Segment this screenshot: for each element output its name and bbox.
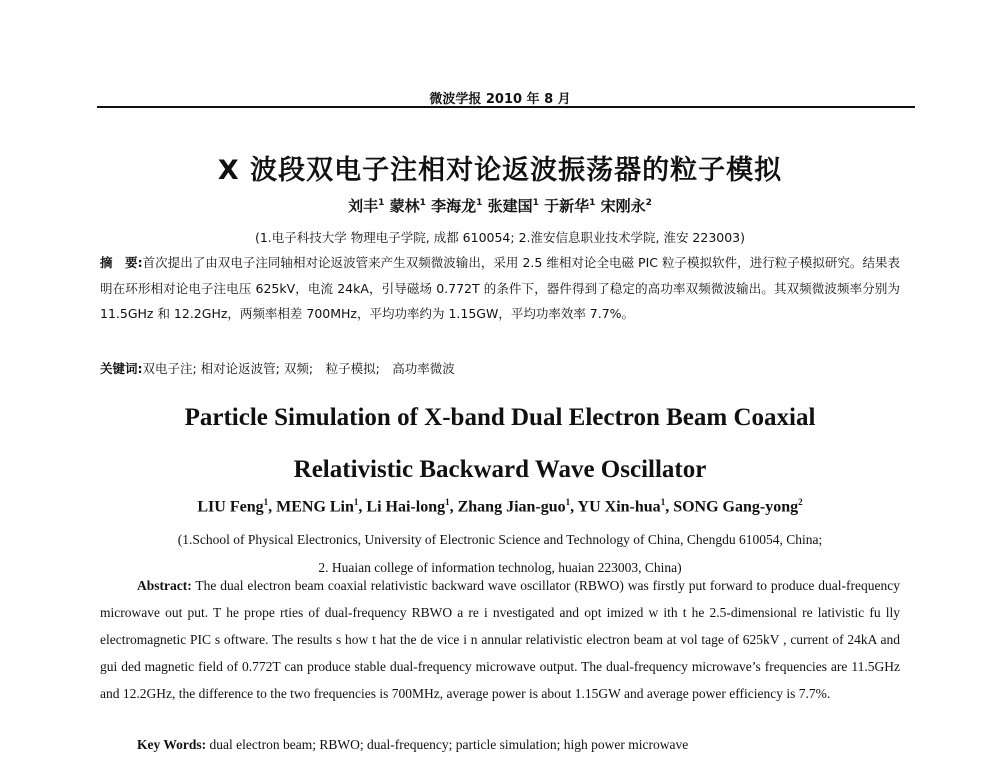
author-affiliation-mark: 1 (378, 198, 385, 208)
chinese-keywords-label: 关键词: (100, 361, 143, 376)
english-author-list: LIU Feng$^1$, MENG Lin$^1$, Li Hai-long$^1$, Zhang Jian-guo$^1$, YU Xin-hua$^1$, SONG Gang-yong$^2$ (197, 497, 803, 516)
author-affiliation-mark: 1 (419, 198, 426, 208)
english-abstract-label: Abstract: (137, 578, 192, 593)
header-rule (97, 106, 915, 108)
author-affiliation-mark: 1 (476, 198, 483, 208)
chinese-affiliation: (1.电子科技大学 物理电子学院, 成都 610054; 2.淮安信息职业技术学院, 淮安 223003) (254, 230, 746, 245)
english-keywords-text: dual electron beam; RBWO; dual-frequency; particle simulation; high power microwave (209, 737, 689, 752)
chinese-abstract-text: 首次提出了由双电子注同轴相对论返波管来产生双频微波输出，采用 2.5 维相对论全电磁 PIC 粒子模拟软件，进行粒子模拟研究。结果表明在环形相对论电子注电压 625kV，电流 24kA，引导磁场 0.772T 的条件下，器件得到了稳定的高功率双频微波输出。其双频微波频率分别为 11.5GHz 和 12.2GHz，两频率相差 700MHz，平均功率约为 1.15GW，平均功率效率 7.7%。 (100, 255, 901, 321)
running-header: 微波学报 2010 年 8 月 (429, 92, 571, 107)
author-affiliation-mark: 2 (645, 198, 652, 208)
author-affiliation-mark: 2 (798, 497, 803, 507)
english-abstract-text: The dual electron beam coaxial relativistic backward wave oscillator (RBWO) was firstly put forward to produce dual-frequency microwave out put. T he prope rties of dual-frequency RBWO a re i nvestigated and opt imized w ith t he 2.5-dimensional re lativistic fu lly electromagnetic PIC s oftware. The results s how t hat the de vice i n annular relativistic electron beam at vol tage of 625kV , current of 24kA and gui ded magnetic field of 0.772T can produce stable dual-frequency microwave output. The dual-frequency microwave’s frequencies are 11.5GHz and 12.2GHz, the difference to the two frequencies is 700MHz, average power is about 1.15GW and average power efficiency is 7.7%. (100, 578, 900, 701)
author-affiliation-mark: 1 (660, 497, 666, 507)
author-name: LIU Feng (197, 498, 264, 516)
author-affiliation-mark: 1 (532, 198, 539, 208)
chinese-title: X 波段双电子注相对论返波振荡器的粒子模拟 (217, 155, 783, 186)
author-affiliation-mark: 1 (565, 497, 571, 507)
chinese-abstract-label: 摘 要: (100, 255, 143, 270)
author-name: YU Xin-hua (577, 498, 661, 516)
author-name: 李海龙 (431, 197, 477, 215)
author-name: 宋刚永 (600, 197, 646, 215)
english-affiliation-line-1: (1.School of Physical Electronics, University of Electronic Science and Technology of China, Chengdu 610054, China; (177, 532, 823, 547)
author-name: Li Hai-long (366, 498, 446, 516)
english-abstract (100, 572, 900, 707)
chinese-keywords-text: 双电子注; 相对论返波管; 双频; 粒子模拟; 高功率微波 (142, 361, 455, 376)
author-name: 于新华 (544, 197, 590, 215)
english-title-line-1: Particle Simulation of X-band Dual Electron Beam Coaxial (184, 404, 816, 431)
author-name: SONG Gang-yong (673, 498, 799, 516)
english-affiliation-line-2: 2. Huaian college of information technolog, huaian 223003, China) (318, 560, 682, 575)
author-name: 蒙林 (389, 197, 420, 215)
english-keywords (137, 737, 900, 753)
author-affiliation-mark: 1 (589, 198, 596, 208)
chinese-abstract (100, 250, 900, 327)
author-name: Zhang Jian-guo (457, 498, 566, 516)
author-name: 张建国 (487, 197, 533, 215)
english-title (0, 392, 1000, 496)
chinese-keywords (100, 359, 900, 377)
author-affiliation-mark: 1 (445, 497, 450, 507)
author-name: MENG Lin (276, 498, 354, 516)
english-title-line-2: Relativistic Backward Wave Oscillator (293, 456, 707, 483)
english-keywords-label: Key Words: (137, 737, 207, 752)
author-name: 刘丰 (348, 197, 379, 215)
author-affiliation-mark: 1 (263, 497, 269, 507)
chinese-author-list (0, 195, 1000, 216)
author-affiliation-mark: 1 (353, 497, 359, 507)
